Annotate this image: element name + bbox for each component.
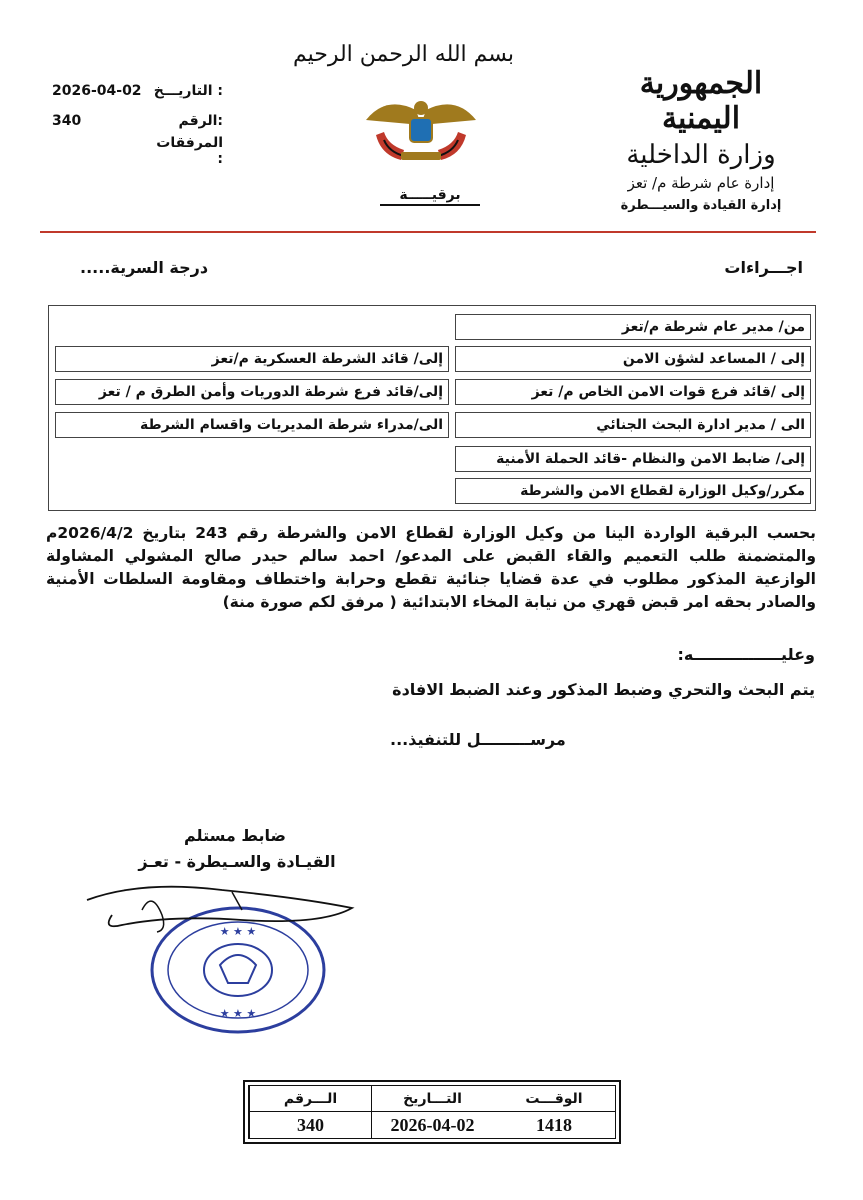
table-header-number: الـــرقم — [249, 1086, 371, 1112]
department-name: إدارة عام شرطة م/ تعز — [627, 174, 775, 192]
handwritten-signature-icon — [82, 870, 362, 940]
country-name: الجمهورية اليمنية — [639, 66, 763, 136]
receiving-officer-unit: القيـادة والسـيطرة - تعـز — [138, 852, 336, 871]
sub-department-name: إدارة القيادة والسيـــطرة — [620, 198, 782, 213]
attachments-label: المرفقات : — [156, 135, 223, 167]
recipient-right: إلى /قائد فرع قوات الامن الخاص م/ تعز — [455, 379, 811, 405]
table-value-number: 340 — [249, 1112, 371, 1138]
recipient-right: الى / مدير ادارة البحث الجنائي — [455, 412, 811, 438]
reference-table — [243, 1080, 621, 1144]
meta-attachments-row — [48, 136, 223, 166]
yemen-eagle-emblem-icon — [356, 90, 486, 165]
order-text: يتم البحث والتحري وضبط المذكور وعند الضبط الافادة — [392, 680, 815, 699]
recipient-right: مكرر/وكيل الوزارة لقطاع الامن والشرطة — [455, 478, 811, 504]
recipient-right: إلى/ ضابط الامن والنظام -قائد الحملة الأمنية — [455, 446, 811, 472]
recipients-box — [48, 305, 816, 511]
number-label: الرقم: — [178, 113, 223, 129]
svg-text:★ ★ ★: ★ ★ ★ — [219, 1007, 257, 1020]
header-divider — [40, 231, 816, 233]
date-label: التاريـــخ : — [153, 83, 223, 99]
number-value: 340 — [52, 113, 82, 129]
procedures-title: اجـــراءات — [724, 258, 803, 277]
receiving-officer-title: ضابط مستلم — [184, 826, 286, 845]
svg-text:★ ★ ★: ★ ★ ★ — [219, 925, 257, 938]
recipient-left: الى/مدراء شرطة المديريات واقسام الشرطة — [55, 412, 449, 438]
date-value: 2026-04-02 — [52, 83, 142, 99]
table-header-date: التـــاريخ — [371, 1086, 493, 1112]
whereupon-label: وعليــــــــــــــــه: — [677, 645, 815, 664]
recipient-from: من/ مدير عام شرطة م/تعز — [455, 314, 811, 340]
sent-for-execution: مرســـــــــل للتنفيذ... — [390, 730, 566, 749]
document-meta — [48, 76, 223, 166]
recipient-left: إلى/قائد فرع شرطة الدوريات وأمن الطرق م / تعز — [55, 379, 449, 405]
basmala: بسم الله الرحمن الرحيم — [292, 42, 515, 67]
table-value-date: 2026-04-02 — [371, 1112, 493, 1138]
meta-number-row — [48, 106, 223, 136]
table-value-time: 1418 — [536, 1114, 572, 1135]
meta-date-row — [48, 76, 223, 106]
letterhead-ministry-block — [601, 66, 801, 213]
secrecy-level: درجة السرية..... — [80, 258, 209, 277]
table-header-time: الوقـــت — [493, 1086, 615, 1112]
ministry-name: وزارة الداخلية — [626, 140, 776, 170]
recipient-left: إلى/ قائد الشرطة العسكرية م/تعز — [55, 346, 449, 372]
body-paragraph: بحسب البرقية الواردة الينا من وكيل الوزارة لقطاع الامن والشرطة رقم 243 بتاريخ 2026/4/2م والمتضمنة طلب التعميم والقاء القبض على المدعو/ احمد سالم حيدر صالح المشولي المشاولة الوازعية المذكور مطلوب في عدة قضايا جنائية تقطع وحرابة واختطاف ومقاومة السلطات الأمنية والصادر بحقه امر قبض قهري من نيابة المخاء الابتدائية ( مرفق لكم صورة منة) — [46, 524, 816, 611]
recipient-right: إلى / المساعد لشؤن الامن — [455, 346, 811, 372]
document-type: برقيـــــة — [380, 187, 480, 206]
